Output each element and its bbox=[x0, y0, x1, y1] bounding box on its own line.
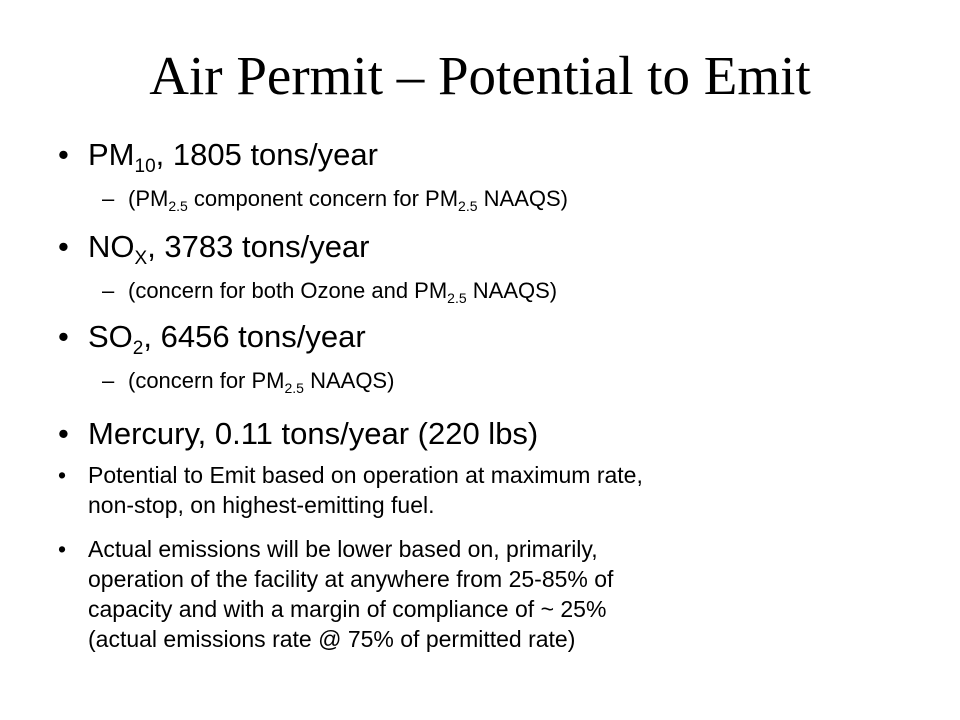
dash-glyph: – bbox=[102, 368, 115, 393]
ozone-concern-prefix: (concern for both Ozone and PM bbox=[128, 278, 448, 303]
sub-bullet-pm25-naaqs bbox=[102, 367, 395, 396]
bullet-glyph: • bbox=[58, 536, 67, 562]
dash-glyph: – bbox=[102, 186, 115, 211]
sub-bullet-ozone-concern bbox=[102, 277, 558, 306]
pm25-subscript: 2.5 bbox=[168, 198, 188, 214]
potential-line-1: Potential to Emit based on operation at maximum rate, bbox=[88, 462, 643, 488]
potential-line-2: non-stop, on highest-emitting fuel. bbox=[88, 492, 435, 518]
bullet-glyph: • bbox=[58, 416, 69, 451]
bullet-so2 bbox=[58, 318, 366, 359]
nox-value: , 3783 tons/year bbox=[147, 229, 370, 264]
bullet-glyph: • bbox=[58, 137, 69, 172]
bullet-glyph: • bbox=[58, 462, 67, 488]
pm10-value: , 1805 tons/year bbox=[155, 137, 378, 172]
so2-concern-suffix: NAAQS) bbox=[303, 368, 395, 393]
pm10-subscript: 10 bbox=[134, 156, 156, 177]
mercury-text: Mercury, 0.11 tons/year (220 lbs) bbox=[88, 416, 539, 451]
nox-subscript: X bbox=[134, 248, 148, 269]
ozone-concern-suffix: NAAQS) bbox=[466, 278, 558, 303]
so2-value: , 6456 tons/year bbox=[143, 319, 366, 354]
pm25-concern-prefix: (PM bbox=[128, 186, 169, 211]
pm25-concern-suffix: NAAQS) bbox=[477, 186, 568, 211]
bullet-pm10 bbox=[58, 136, 378, 177]
actual-line-2: operation of the facility at anywhere from 25-85% of bbox=[88, 566, 614, 592]
pm25-concern-middle: component concern for PM bbox=[187, 186, 459, 211]
sub-bullet-pm25-concern bbox=[102, 185, 568, 214]
bullet-potential-to-emit bbox=[58, 460, 908, 520]
slide-title: Air Permit – Potential to Emit bbox=[149, 45, 811, 106]
actual-line-1: Actual emissions will be lower based on, primarily, bbox=[88, 536, 598, 562]
actual-line-4: (actual emissions rate @ 75% of permitted rate) bbox=[88, 626, 576, 652]
dash-glyph: – bbox=[102, 278, 115, 303]
pm25-subscript-2: 2.5 bbox=[458, 198, 478, 214]
so2-prefix: SO bbox=[88, 319, 133, 354]
bullet-mercury bbox=[58, 415, 539, 453]
so2-concern-prefix: (concern for PM bbox=[128, 368, 285, 393]
so2-subscript: 2 bbox=[132, 338, 144, 359]
bullet-actual-emissions bbox=[58, 534, 908, 654]
bullet-nox bbox=[58, 228, 370, 269]
actual-line-3: capacity and with a margin of compliance of ~ 25% bbox=[88, 596, 607, 622]
bullet-glyph: • bbox=[58, 319, 69, 354]
bullet-glyph: • bbox=[58, 229, 69, 264]
pm25-subscript: 2.5 bbox=[447, 290, 467, 306]
pm25-subscript: 2.5 bbox=[284, 380, 304, 396]
pm10-prefix: PM bbox=[88, 137, 135, 172]
nox-prefix: NO bbox=[88, 229, 135, 264]
